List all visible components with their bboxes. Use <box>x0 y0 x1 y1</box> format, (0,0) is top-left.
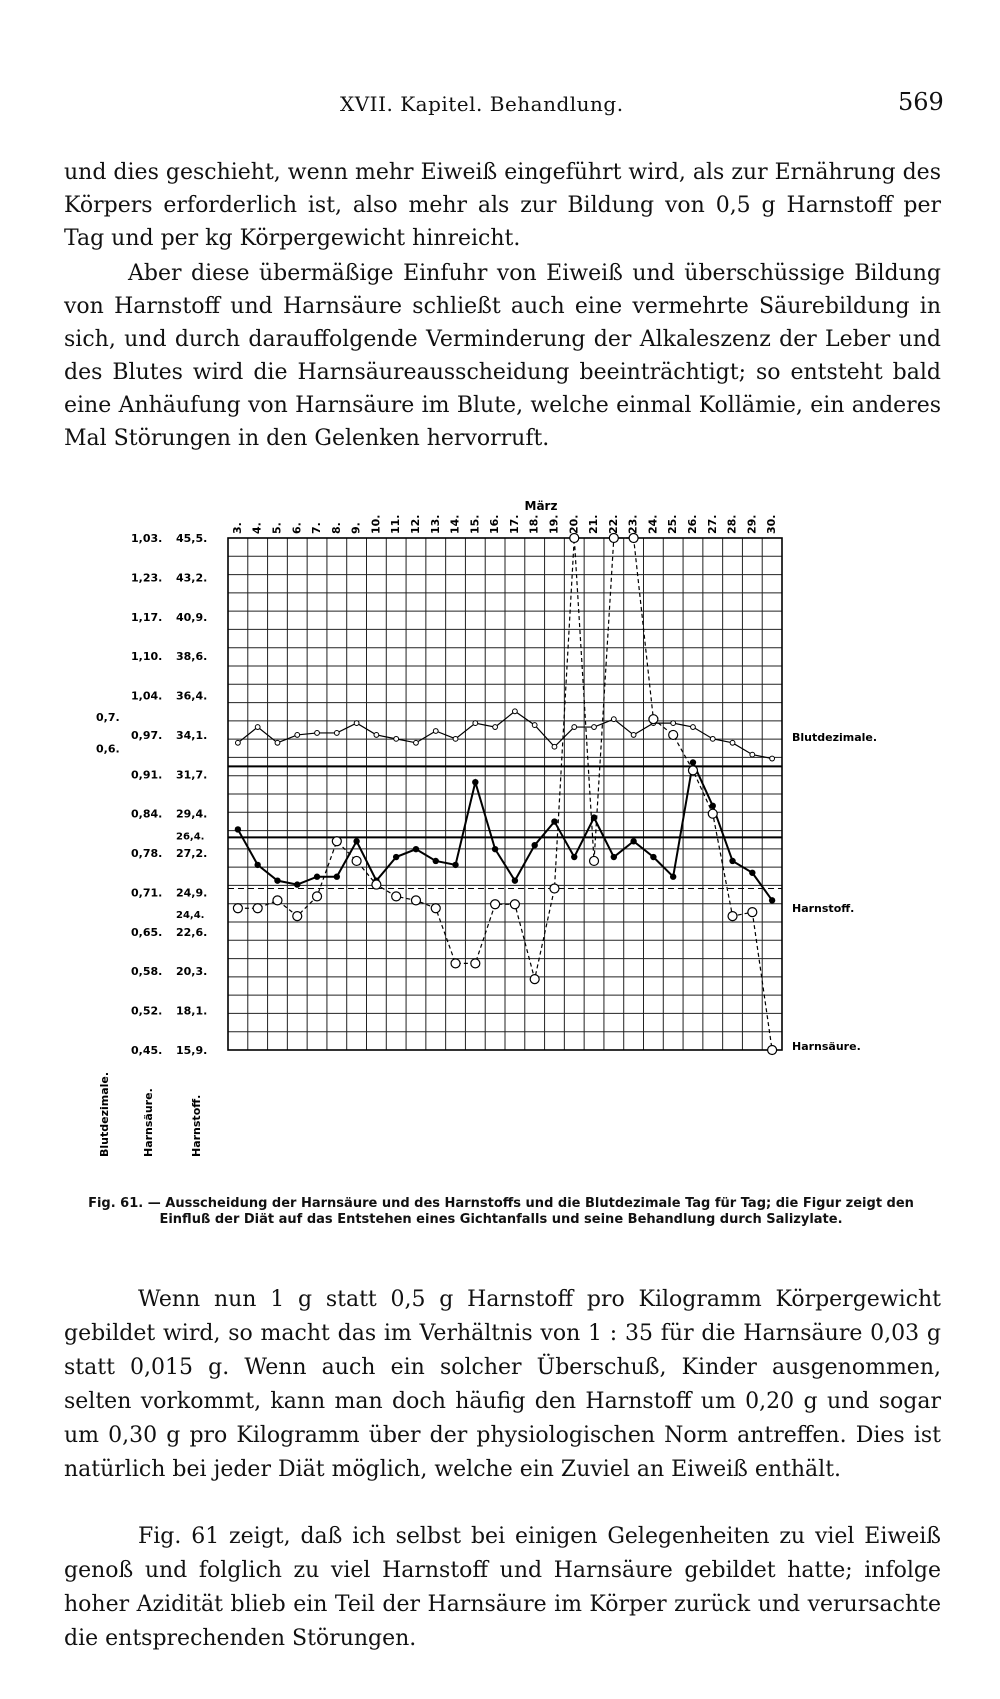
data-point-harnsaeure <box>352 856 361 865</box>
y-tick-label-harnsaeure: 0,45. <box>131 1044 163 1057</box>
data-point-harnsaeure <box>570 534 579 543</box>
y-tick-label-harnsaeure: 0,58. <box>131 965 163 979</box>
x-tick-label: 10. <box>369 514 383 534</box>
y-tick-label-harnstoff: 29,4. <box>176 807 208 821</box>
data-point-harnstoff <box>294 881 300 887</box>
data-point-harnsaeure <box>728 912 737 921</box>
data-point-harnstoff <box>413 846 419 852</box>
figure-caption <box>66 1196 936 1228</box>
data-point-harnstoff <box>512 877 518 883</box>
x-tick-label: 17. <box>507 514 521 534</box>
data-point-harnstoff <box>531 842 537 848</box>
y-tick-label-harnstoff: 40,9. <box>176 610 208 624</box>
data-point-harnsaeure <box>649 715 658 724</box>
data-point-harnstoff <box>393 854 399 860</box>
data-point-harnsaeure <box>411 896 420 905</box>
data-point-harnsaeure <box>273 896 282 905</box>
x-tick-label: 12. <box>408 514 422 534</box>
x-tick-label: 26. <box>685 514 699 534</box>
x-tick-label: 11. <box>389 514 403 534</box>
data-point-blutdezimale <box>770 756 775 761</box>
y-tick-label-harnstoff: 38,6. <box>176 650 208 664</box>
legend-harnsaeure: Harnsäure. <box>792 1040 861 1054</box>
data-point-blutdezimale <box>473 721 478 726</box>
data-point-blutdezimale <box>532 723 537 728</box>
data-point-harnsaeure <box>372 880 381 889</box>
x-tick-label: 24. <box>646 514 660 534</box>
legend-harnstoff: Harnstoff. <box>792 902 855 916</box>
chart-title: März <box>524 499 558 513</box>
y-extra-label-blutdezimale: 0,7. <box>96 711 120 725</box>
data-point-blutdezimale <box>572 725 577 730</box>
data-point-harnsaeure <box>431 904 440 913</box>
data-point-harnsaeure <box>748 908 757 917</box>
data-point-harnsaeure <box>253 904 262 913</box>
y-tick-label-harnstoff: 22,6. <box>176 925 208 939</box>
data-point-harnsaeure <box>510 900 519 909</box>
x-tick-label: 5. <box>270 522 284 534</box>
data-point-harnstoff <box>749 870 755 876</box>
y-tick-label-harnstoff: 27,2. <box>176 847 208 861</box>
data-point-blutdezimale <box>275 740 280 745</box>
data-point-harnstoff <box>492 846 498 852</box>
data-point-harnsaeure <box>688 766 697 775</box>
data-point-harnstoff <box>630 838 636 844</box>
x-tick-label: 8. <box>329 522 343 534</box>
data-point-blutdezimale <box>235 740 240 745</box>
x-tick-label: 20. <box>567 514 581 534</box>
data-point-harnsaeure <box>392 892 401 901</box>
data-point-harnsaeure <box>491 900 500 909</box>
data-point-blutdezimale <box>255 725 260 730</box>
y-tick-label-harnsaeure: 1,17. <box>131 610 163 624</box>
x-tick-label: 9. <box>349 522 363 534</box>
x-tick-label: 15. <box>468 514 482 534</box>
figure-61-chart <box>0 490 1000 1190</box>
page-number: 569 <box>898 88 944 116</box>
data-point-blutdezimale <box>552 744 557 749</box>
y-tick-label-harnsaeure: 0,84. <box>131 807 163 821</box>
data-point-harnsaeure <box>590 856 599 865</box>
data-point-blutdezimale <box>671 721 676 726</box>
data-point-harnsaeure <box>451 959 460 968</box>
data-point-blutdezimale <box>433 729 438 734</box>
data-point-blutdezimale <box>730 740 735 745</box>
data-point-harnstoff <box>452 862 458 868</box>
x-tick-label: 27. <box>705 514 719 534</box>
caption-text: — Ausscheidung der Harnsäure und des Harnstoffs und die Blutdezimale Tag für Tag; die Figur zeigt den Einfluß der Diät auf das Entstehen eines Gichtanfalls und seine Behandlung durch Salizylate. <box>147 1196 914 1227</box>
data-point-harnstoff <box>729 858 735 864</box>
y-tick-label-harnstoff: 31,7. <box>176 768 208 782</box>
data-point-harnsaeure <box>609 534 618 543</box>
y-tick-label-harnstoff: 43,2. <box>176 571 208 585</box>
data-point-harnstoff <box>611 854 617 860</box>
data-point-blutdezimale <box>315 731 320 736</box>
paragraph-1: und dies geschieht, wenn mehr Eiweiß eingeführt wird, als zur Ernährung des Körpers erforderlich ist, also mehr als zur Bildung von 0,5 g Harnstoff per Tag und per kg Körpergewicht hinreicht. <box>64 160 941 251</box>
data-point-blutdezimale <box>512 709 517 714</box>
y-tick-label-harnstoff: 34,1. <box>176 728 208 742</box>
axis-caption-vertical: Blutdezimale. <box>98 1071 111 1157</box>
y-tick-label-harnsaeure: 1,10. <box>131 650 163 664</box>
caption-id: Fig. 61. <box>88 1196 144 1211</box>
data-point-blutdezimale <box>592 725 597 730</box>
data-point-blutdezimale <box>354 721 359 726</box>
data-point-harnsaeure <box>471 959 480 968</box>
data-point-blutdezimale <box>295 733 300 738</box>
x-tick-label: 19. <box>547 514 561 534</box>
y-tick-label-harnsaeure: 0,97. <box>131 728 163 742</box>
x-tick-label: 13. <box>428 514 442 534</box>
data-point-harnsaeure <box>293 912 302 921</box>
x-tick-label: 23. <box>626 514 640 534</box>
data-point-harnstoff <box>254 862 260 868</box>
y-extra-label-harnstoff: 24,4. <box>176 910 205 922</box>
x-tick-label: 6. <box>290 522 304 534</box>
paragraph-4: Fig. 61 zeigt, daß ich selbst bei einigen Gelegenheiten zu viel Eiweiß genoß und folglich zu viel Harnstoff und Harnsäure gebildet hatte; infolge hoher Azidität blieb ein Teil der Harnsäure im Körper zurück und verursachte die entsprechenden Störungen. <box>64 1524 941 1651</box>
header-title: XVII. Kapitel. Behandlung. <box>340 92 624 116</box>
data-point-harnsaeure <box>332 837 341 846</box>
y-tick-label-harnsaeure: 0,91. <box>131 768 163 782</box>
data-point-harnstoff <box>670 874 676 880</box>
data-point-harnsaeure <box>669 730 678 739</box>
x-tick-label: 25. <box>666 514 680 534</box>
x-tick-label: 30. <box>765 514 779 534</box>
data-point-blutdezimale <box>374 733 379 738</box>
data-point-harnstoff <box>433 858 439 864</box>
y-tick-label-harnstoff: 36,4. <box>176 689 208 703</box>
data-point-harnstoff <box>274 877 280 883</box>
y-tick-label-harnsaeure: 0,78. <box>131 847 163 861</box>
y-tick-label-harnsaeure: 1,23. <box>131 571 163 585</box>
y-tick-label-harnstoff: 45,5. <box>176 532 208 545</box>
data-point-blutdezimale <box>453 736 458 741</box>
x-tick-label: 22. <box>606 514 620 534</box>
data-point-harnsaeure <box>530 975 539 984</box>
y-tick-label-harnsaeure: 1,03. <box>131 532 163 545</box>
y-extra-label-harnstoff: 26,4. <box>176 831 205 843</box>
data-point-harnsaeure <box>550 884 559 893</box>
data-point-harnsaeure <box>313 892 322 901</box>
data-point-blutdezimale <box>631 733 636 738</box>
y-tick-label-harnstoff: 20,3. <box>176 965 208 979</box>
paragraph-3: Wenn nun 1 g statt 0,5 g Harnstoff pro Kilogramm Körpergewicht gebildet wird, so macht das im Verhältnis von 1 : 35 für die Harnsäure 0,03 g statt 0,015 g. Wenn auch ein solcher Überschuß, Kinder ausgenommen, selten vorkommt, kann man doch häufig den Harnstoff um 0,20 g und sogar um 0,30 g pro Kilogramm über der physiologischen Norm antreffen. Dies ist natürlich bei jeder Diät möglich, welche ein Zuviel an Eiweiß enthält. <box>64 1287 941 1482</box>
data-point-harnstoff <box>769 897 775 903</box>
data-point-blutdezimale <box>394 736 399 741</box>
data-point-harnstoff <box>571 854 577 860</box>
x-tick-label: 29. <box>745 514 759 534</box>
legend-blutdezimale: Blutdezimale. <box>792 730 878 744</box>
x-tick-label: 14. <box>448 514 462 534</box>
y-tick-label-harnstoff: 18,1. <box>176 1004 208 1018</box>
data-point-harnstoff <box>235 826 241 832</box>
y-tick-label-harnsaeure: 0,65. <box>131 925 163 939</box>
data-point-harnstoff <box>314 874 320 880</box>
running-header <box>0 88 1000 122</box>
data-point-harnsaeure <box>629 534 638 543</box>
x-tick-label: 21. <box>587 514 601 534</box>
paragraph-2: Aber diese übermäßige Einfuhr von Eiweiß und überschüssige Bildung von Harnstoff und Harnsäure schließt auch eine vermehrte Säurebildung in sich, und durch darauffolgende Verminderung der Alkaleszenz der Leber und des Blutes wird die Harnsäureausscheidung beeinträchtigt; so entsteht bald eine Anhäufung von Harnsäure im Blute, welche einmal Kollämie, ein anderes Mal Störungen in den Gelenken hervorruft. <box>64 261 941 451</box>
data-point-harnstoff <box>551 818 557 824</box>
x-tick-label: 28. <box>725 514 739 534</box>
data-point-harnstoff <box>353 838 359 844</box>
data-point-blutdezimale <box>750 752 755 757</box>
data-point-harnstoff <box>334 874 340 880</box>
data-point-harnstoff <box>690 759 696 765</box>
data-point-blutdezimale <box>414 740 419 745</box>
x-tick-label: 3. <box>230 522 244 534</box>
y-extra-label-blutdezimale: 0,6. <box>96 742 120 756</box>
data-point-harnstoff <box>472 779 478 785</box>
data-point-harnsaeure <box>233 904 242 913</box>
y-tick-label-harnstoff: 24,9. <box>176 886 208 900</box>
data-point-blutdezimale <box>334 731 339 736</box>
axis-caption-vertical: Harnstoff. <box>190 1094 203 1157</box>
y-tick-label-harnsaeure: 0,71. <box>131 886 163 900</box>
data-point-blutdezimale <box>493 725 498 730</box>
data-point-blutdezimale <box>710 736 715 741</box>
y-tick-label-harnsaeure: 0,52. <box>131 1004 163 1018</box>
x-tick-label: 16. <box>488 514 502 534</box>
x-tick-label: 18. <box>527 514 541 534</box>
data-point-blutdezimale <box>611 717 616 722</box>
y-tick-label-harnstoff: 15,9. <box>176 1044 208 1057</box>
data-point-harnstoff <box>650 854 656 860</box>
x-tick-label: 7. <box>310 522 324 534</box>
x-tick-label: 4. <box>250 522 264 534</box>
y-tick-label-harnsaeure: 1,04. <box>131 689 163 703</box>
data-point-blutdezimale <box>691 725 696 730</box>
axis-caption-vertical: Harnsäure. <box>142 1088 155 1157</box>
data-point-harnsaeure <box>768 1046 777 1055</box>
data-point-harnsaeure <box>708 809 717 818</box>
